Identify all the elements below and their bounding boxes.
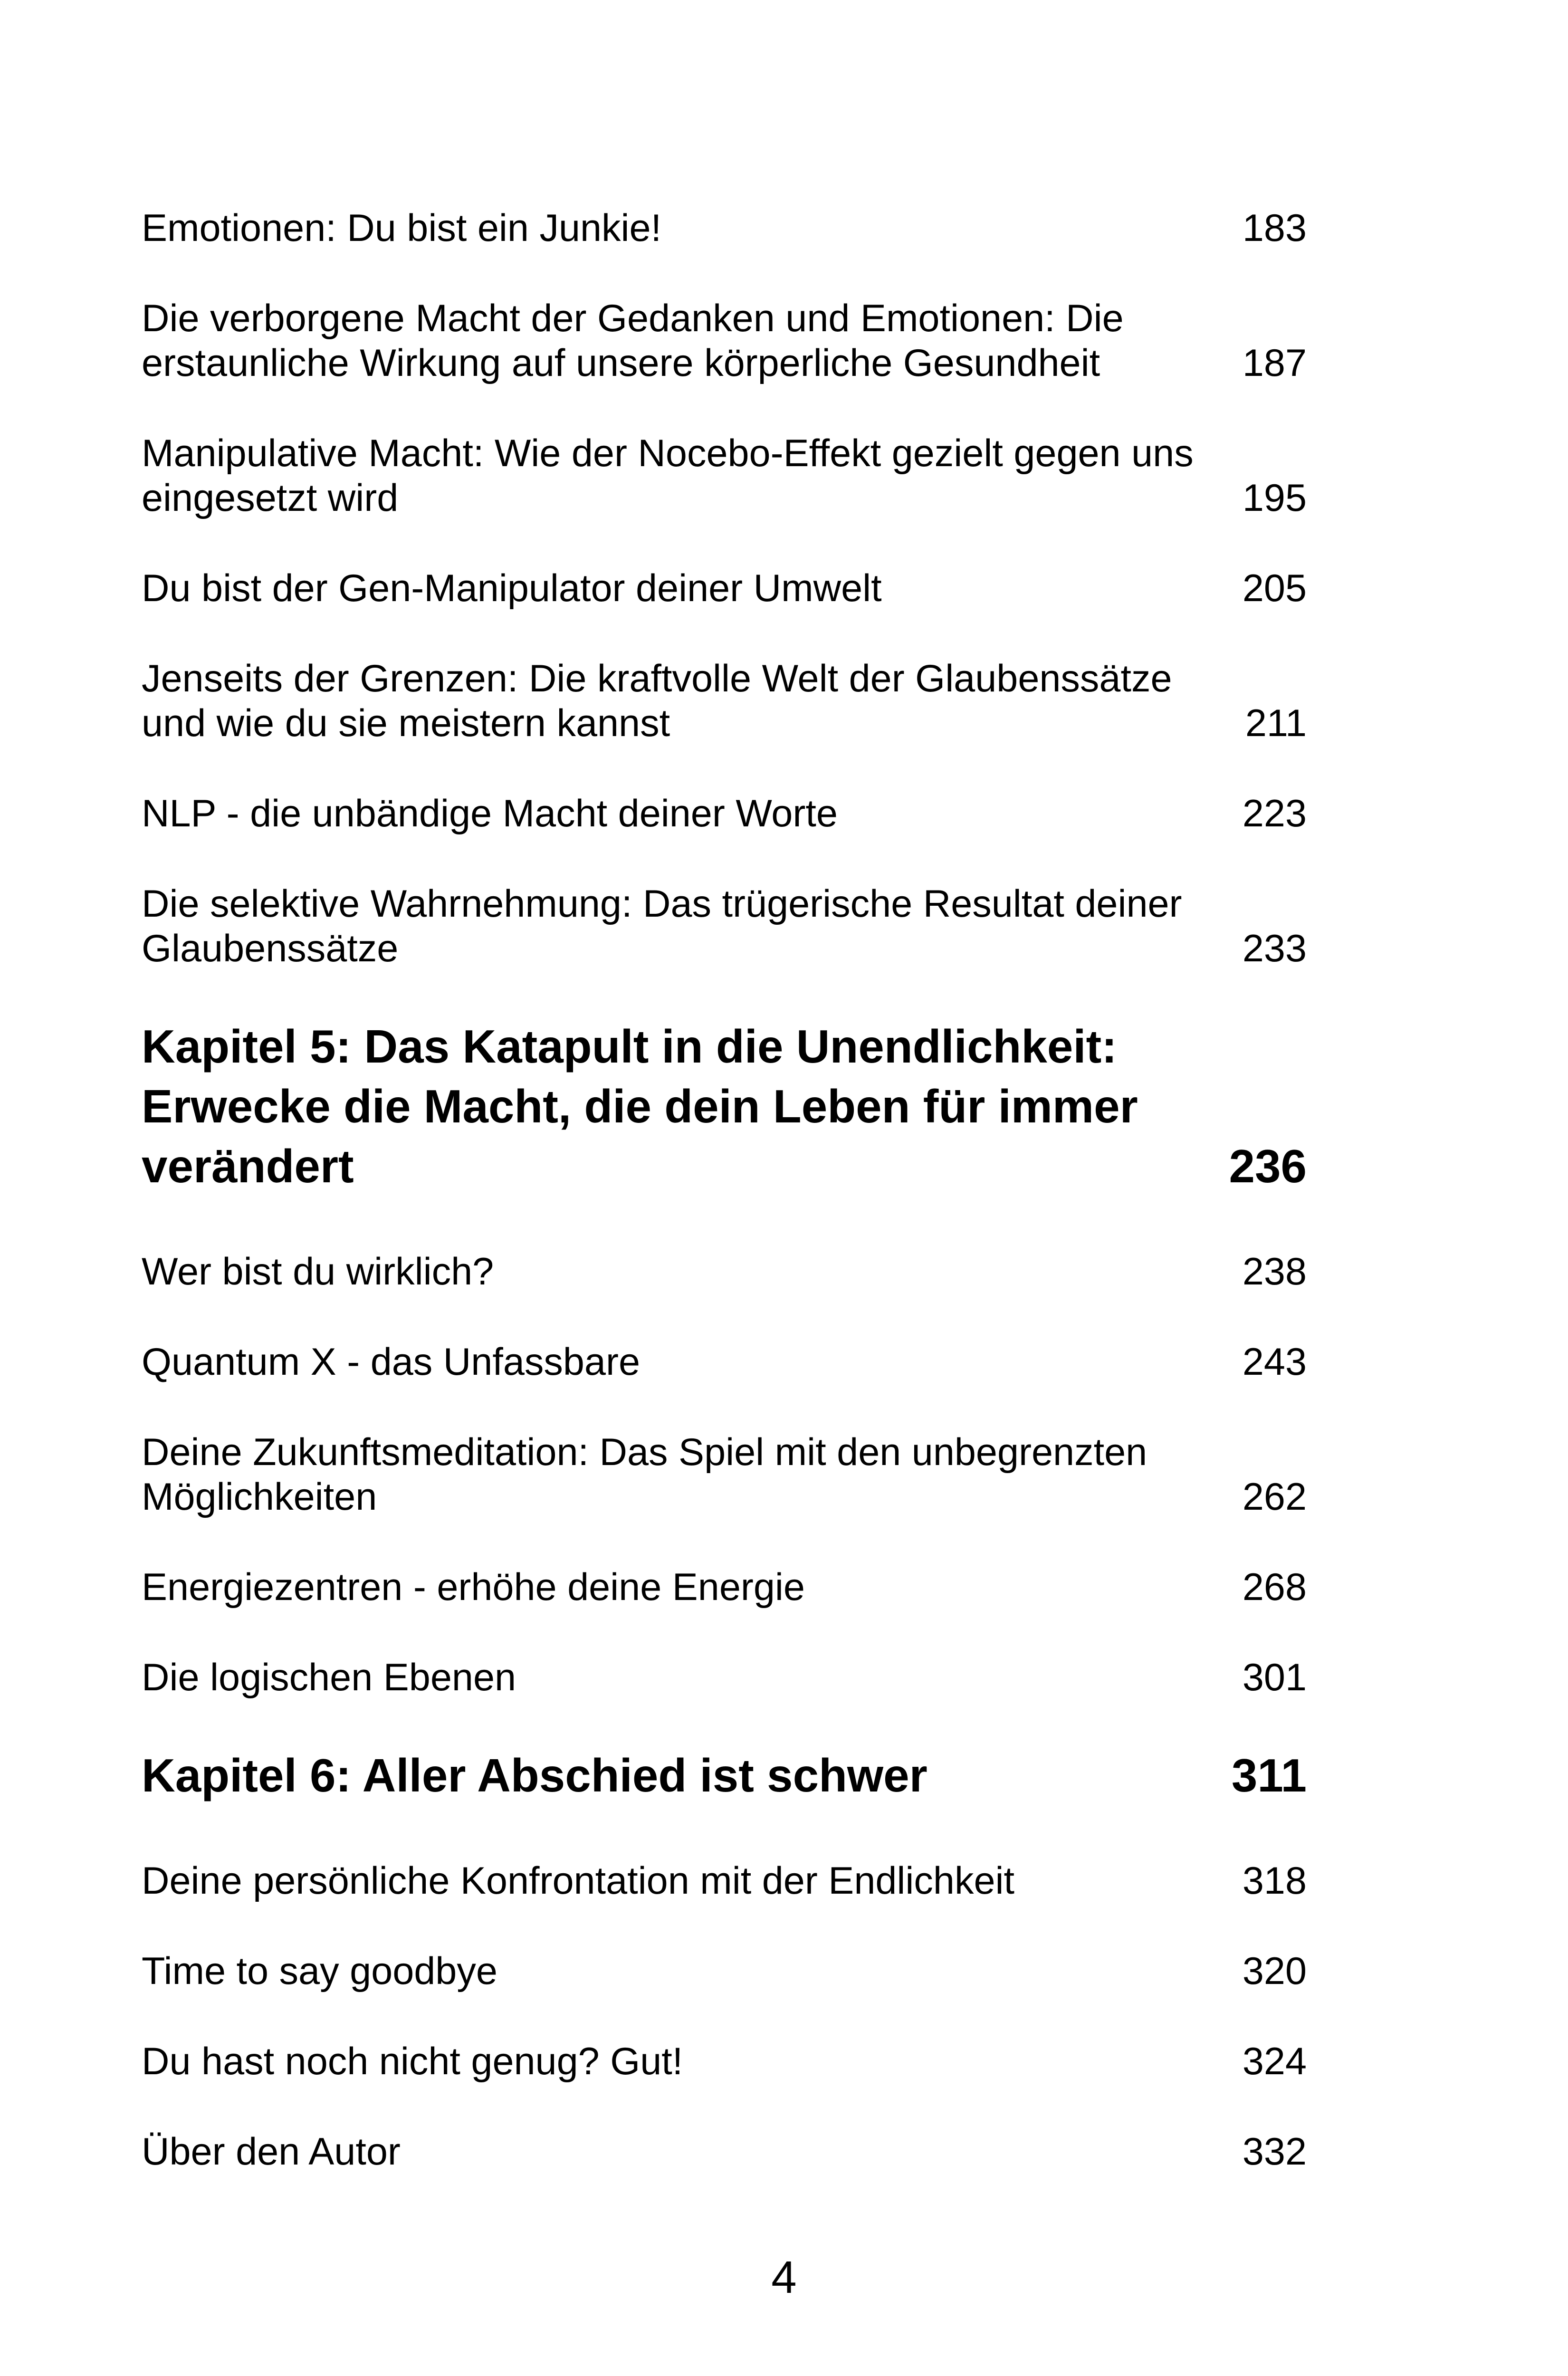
toc-entry-page: 183 [1242, 207, 1307, 249]
page-number: 4 [771, 2252, 797, 2303]
toc-entry-page: 233 [1242, 927, 1307, 970]
toc-entry [142, 1655, 1307, 1700]
toc-entry-title: Emotionen: Du bist ein Junkie! [142, 207, 662, 249]
toc-chapter-heading [142, 1745, 1307, 1805]
toc-entry-page: 324 [1242, 2040, 1307, 2083]
toc-entry [142, 791, 1307, 836]
toc-entry [142, 1249, 1307, 1294]
toc-entry [142, 296, 1307, 385]
toc-entry-title: Die logischen Ebenen [142, 1656, 516, 1699]
toc-entry [142, 2129, 1307, 2174]
toc-entry-title: Quantum X - das Unfassbare [142, 1341, 641, 1383]
toc-entry-page: 211 [1245, 702, 1307, 745]
toc-entry-title: Deine persönliche Konfrontation mit der Endlichkeit [142, 1859, 1015, 1902]
toc-entry-title: Die selektive Wahrnehmung: Das trügerische Resultat deiner Glaubenssätze [142, 882, 1182, 970]
toc-entry [142, 1430, 1307, 1519]
toc-chapter-title: Kapitel 6: Aller Abschied ist schwer [142, 1749, 927, 1801]
toc-entry [142, 566, 1307, 611]
toc-entry-page: 318 [1242, 1859, 1307, 1902]
toc-entry-title: Die verborgene Macht der Gedanken und Emotionen: Die erstaunliche Wirkung auf unsere körperliche Gesundheit [142, 297, 1124, 384]
toc-entry-title: Deine Zukunftsmeditation: Das Spiel mit den unbegrenzten Möglichkeiten [142, 1431, 1147, 1518]
toc-entry [142, 1565, 1307, 1610]
toc-entry-title: Jenseits der Grenzen: Die kraftvolle Welt der Glaubenssätze und wie du sie meistern kannst [142, 657, 1172, 745]
toc-entry-title: Du hast noch nicht genug? Gut! [142, 2040, 683, 2083]
toc-entry-title: Time to say goodbye [142, 1950, 497, 1993]
toc-entry-title: Du bist der Gen-Manipulator deiner Umwelt [142, 567, 882, 610]
toc-entry [142, 881, 1307, 971]
toc-entry-title: Manipulative Macht: Wie der Nocebo-Effekt gezielt gegen uns eingesetzt wird [142, 432, 1194, 519]
toc-entry-page: 238 [1242, 1250, 1307, 1293]
toc-entry-page: 262 [1242, 1475, 1307, 1518]
toc-chapter-page: 236 [1229, 1140, 1307, 1192]
toc-entry-page: 332 [1242, 2130, 1307, 2173]
toc-chapter-heading [142, 1016, 1307, 1196]
toc-entry-page: 205 [1242, 567, 1307, 610]
toc-chapter-page: 311 [1231, 1749, 1307, 1801]
table-of-contents [142, 206, 1307, 2220]
toc-entry [142, 656, 1307, 746]
toc-entry-page: 301 [1242, 1656, 1307, 1699]
toc-entry [142, 431, 1307, 520]
toc-entry-page: 187 [1242, 342, 1307, 384]
toc-entry-page: 320 [1242, 1950, 1307, 1993]
toc-entry [142, 206, 1307, 250]
toc-entry [142, 1340, 1307, 1384]
toc-entry-title: Wer bist du wirklich? [142, 1250, 494, 1293]
toc-entry-page: 243 [1242, 1341, 1307, 1383]
toc-chapter-title: Kapitel 5: Das Katapult in die Unendlichkeit: Erwecke die Macht, die dein Leben für immer verändert [142, 1020, 1138, 1192]
toc-entry-title: Energiezentren - erhöhe deine Energie [142, 1566, 805, 1609]
toc-entry-page: 223 [1242, 792, 1307, 835]
toc-entry-page: 268 [1242, 1566, 1307, 1609]
toc-entry-title: NLP - die unbändige Macht deiner Worte [142, 792, 838, 835]
toc-entry [142, 1859, 1307, 1903]
toc-entry [142, 2039, 1307, 2084]
toc-entry-page: 195 [1242, 477, 1307, 519]
toc-entry [142, 1949, 1307, 1993]
toc-entry-title: Über den Autor [142, 2130, 401, 2173]
